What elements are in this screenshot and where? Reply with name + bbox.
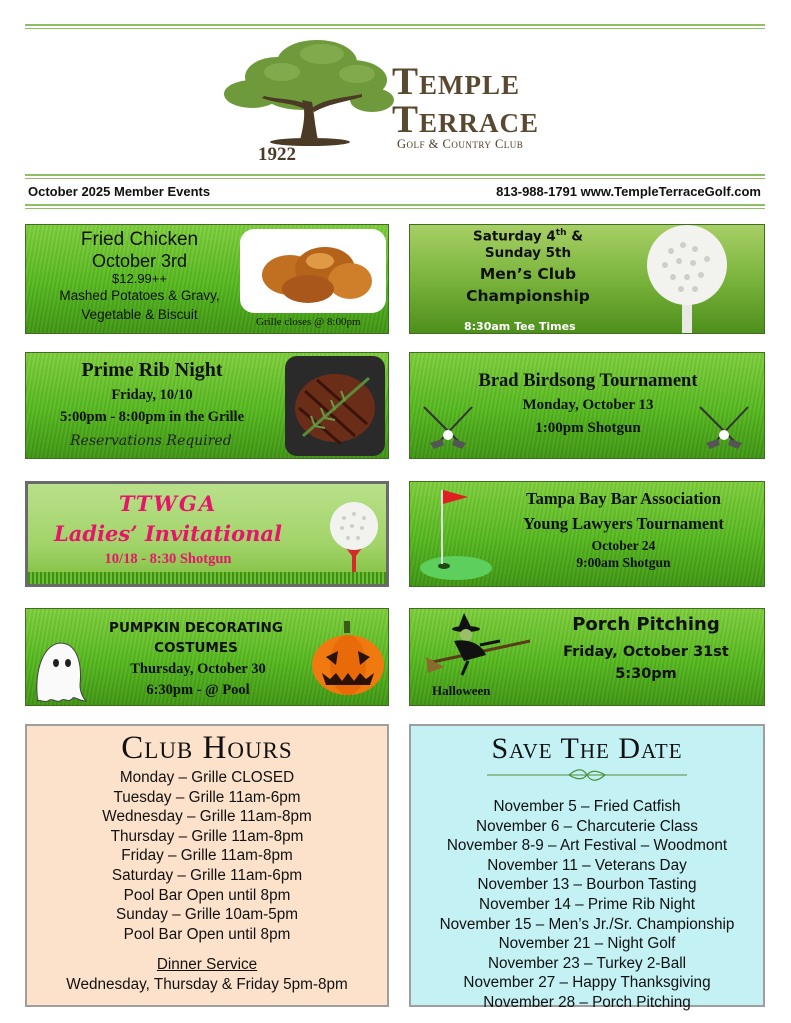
mens-club-line1: Saturday 4	[472, 228, 556, 245]
flourish-divider-icon	[487, 768, 687, 782]
event-prime-rib[interactable]	[25, 352, 389, 459]
mens-club-line5: 8:30am Tee Times	[464, 320, 576, 333]
fried-chicken-date: October 3rd	[91, 250, 188, 271]
hours-line: Friday – Grille 11am-8pm	[121, 847, 293, 865]
hours-line: Saturday – Grille 11am-6pm	[111, 866, 303, 884]
witch-on-broom-icon	[424, 611, 534, 681]
golf-ball-on-tee-icon	[324, 500, 384, 580]
golf-flag-icon	[416, 484, 496, 584]
mens-club-line4: Championship	[466, 287, 590, 306]
mens-club-line2: Sunday 5th	[484, 244, 572, 261]
prime-rib-note: Reservations Required	[70, 433, 232, 449]
save-date-item: November 8-9 – Art Festival – Woodmont	[446, 837, 728, 855]
header-rule-1	[25, 174, 765, 176]
save-the-date-panel	[409, 724, 765, 1011]
club-hours-panel	[25, 724, 389, 1007]
prime-rib-date: Friday, 10/10	[111, 387, 193, 403]
header-rule-2	[25, 178, 765, 179]
ttwga-grass-strip	[28, 572, 386, 584]
event-pumpkin[interactable]	[25, 608, 389, 706]
year-founded: 1922	[258, 144, 296, 165]
golf-clubs-right-icon	[694, 403, 754, 453]
steak-icon	[285, 356, 385, 456]
club-hours-list	[27, 768, 387, 944]
hours-line: Pool Bar Open until 8pm	[123, 886, 291, 904]
ghost-icon	[28, 635, 88, 705]
event-tampa-bay[interactable]	[409, 481, 765, 587]
ttwga-title: TTWGA	[118, 491, 218, 516]
save-date-item: November 23 – Turkey 2-Ball	[487, 954, 687, 972]
fried-chicken-title: Fried Chicken	[80, 229, 199, 250]
mens-club-line3: Men’s Club	[479, 264, 577, 283]
pumpkin-date: Thursday, October 30	[130, 661, 266, 677]
brad-birdsong-title: Brad Birdsong Tournament	[478, 371, 698, 391]
save-date-item: November 15 – Men’s Jr./Sr. Championship	[439, 915, 735, 933]
events-title: October 2025 Member Events	[28, 184, 211, 199]
fried-chicken-photo	[240, 229, 386, 313]
brad-birdsong-time: 1:00pm Shotgun	[535, 419, 641, 436]
pumpkin-title-1: PUMPKIN DECORATING	[109, 620, 283, 636]
dinner-service-label: Dinner Service	[156, 956, 258, 974]
event-ttwga[interactable]	[25, 481, 389, 587]
porch-title: Porch Pitching	[572, 614, 720, 635]
strip-rule-1	[25, 204, 765, 206]
save-the-date-list	[411, 797, 763, 1013]
save-date-item: November 5 – Fried Catfish	[493, 798, 681, 815]
golf-ball-icon	[635, 224, 745, 333]
tampa-bay-subtitle: Young Lawyers Tournament	[523, 513, 724, 533]
dinner-service-text: Wednesday, Thursday & Friday 5pm-8pm	[66, 975, 348, 993]
brand-golf-country-club: Golf & Country Club	[397, 137, 524, 151]
jack-o-lantern-icon	[308, 619, 388, 699]
save-date-item: November 28 – Porch Pitching	[483, 993, 691, 1011]
mens-club-amp: &	[566, 228, 583, 245]
contact-info[interactable]: 813-988-1791 www.TempleTerraceGolf.com	[496, 184, 761, 199]
tampa-bay-time: 9:00am Shotgun	[576, 555, 671, 571]
mens-club-sup: th	[555, 228, 567, 238]
hours-line: Tuesday – Grille 11am-6pm	[113, 788, 301, 806]
pumpkin-time: 6:30pm - @ Pool	[146, 681, 250, 698]
fried-chicken-price: $12.99++	[112, 270, 167, 286]
club-hours-title: Club Hours	[121, 730, 293, 766]
save-date-item: November 14 – Prime Rib Night	[479, 895, 695, 913]
porch-date: Friday, October 31st	[563, 643, 729, 660]
top-rule-1	[25, 24, 765, 26]
hours-line: Sunday – Grille 10am-5pm	[116, 906, 298, 924]
ttwga-subtitle: Ladies’ Invitational	[54, 521, 282, 547]
pumpkin-title-2: COSTUMES	[154, 639, 238, 656]
fried-chicken-sides-2: Vegetable & Biscuit	[81, 306, 198, 322]
prime-rib-title: Prime Rib Night	[81, 359, 223, 381]
hours-line: Thursday – Grille 11am-8pm	[110, 827, 304, 845]
event-mens-club[interactable]	[409, 224, 765, 334]
tampa-bay-title: Tampa Bay Bar Association	[526, 489, 721, 508]
tampa-bay-date: October 24	[591, 537, 656, 553]
event-brad-birdsong[interactable]	[409, 352, 765, 459]
event-fried-chicken[interactable]	[25, 224, 389, 334]
prime-rib-time: 5:00pm - 8:00pm in the Grille	[59, 408, 245, 425]
porch-tag: Halloween	[432, 683, 491, 698]
save-date-item: November 21 – Night Golf	[498, 935, 676, 953]
golf-clubs-left-icon	[418, 403, 478, 453]
strip-rule-2	[25, 208, 765, 209]
save-date-item: November 13 – Bourbon Tasting	[477, 876, 697, 894]
fried-chicken-sides-1: Mashed Potatoes & Gravy,	[59, 288, 220, 304]
save-date-item: November 27 – Happy Thanksgiving	[463, 974, 711, 992]
brand-temple: Temple	[392, 60, 521, 103]
save-the-date-title: Save The Date	[491, 732, 683, 765]
hours-line: Wednesday – Grille 11am-8pm	[102, 808, 312, 826]
hours-line: Monday – Grille CLOSED	[119, 769, 295, 786]
event-porch-pitching[interactable]	[409, 608, 765, 706]
fried-chicken-icon	[240, 229, 386, 313]
brand-terrace: Terrace	[392, 98, 540, 141]
hours-line: Pool Bar Open until 8pm	[123, 925, 291, 943]
porch-time: 5:30pm	[615, 666, 677, 683]
save-date-item: November 6 – Charcuterie Class	[476, 817, 698, 835]
fried-chicken-note: Grille closes @ 8:00pm	[256, 316, 361, 328]
ttwga-time: 10/18 - 8:30 Shotgun	[104, 551, 232, 568]
save-date-item: November 11 – Veterans Day	[487, 856, 687, 874]
top-rule-2	[25, 28, 765, 29]
brad-birdsong-date: Monday, October 13	[522, 397, 654, 414]
